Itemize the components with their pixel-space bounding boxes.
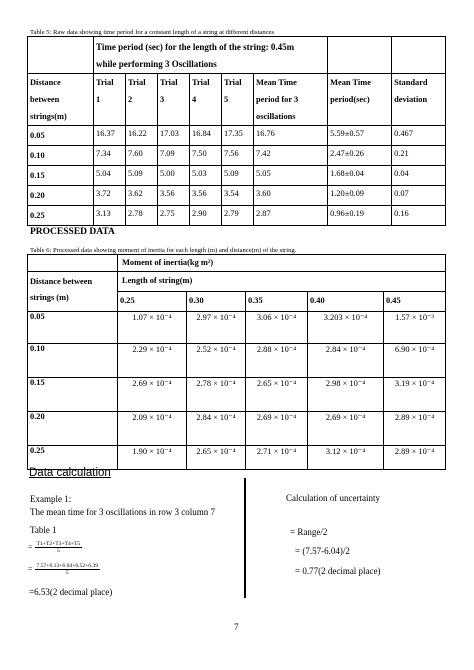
calc-heading: Data calculation [29,467,111,479]
table-row: 0.05 16.37 16.22 17.03 16.84 17.35 16.76 5.59±0.57 0.467 [28,126,446,146]
section-heading: PROCESSED DATA [30,227,115,237]
distance-header: Distance between strings (m) [28,272,118,312]
table-row: 0.05 1.07 × 10⁻⁴ 2.97 × 10⁻⁴ 3.06 × 10⁻⁴ 3.203 × 10⁻⁴ 1.57 × 10⁻³ [28,312,446,344]
uncertainty-title: Calculation of uncertainty [286,493,380,503]
raw-data-table [27,36,446,226]
mean-result: =6.53(2 decimal place) [29,587,113,597]
table-row: 0.10 2.29 × 10⁻⁴ 2.52 × 10⁻⁴ 2.88 × 10⁻⁴ 2.84 × 10⁻⁴ 6.90 × 10⁻⁴ [28,344,446,378]
uncertainty-step-1: = Range/2 [290,527,328,537]
table-row: 0.10 7.34 7.60 7.09 7.50 7.56 7.42 2.47±0.26 0.21 [28,146,446,166]
fraction-1: = $\frac{T1+T2+T3+T4+T5}{5}$ [28,541,81,554]
table-row: 0.20 3.72 3.62 3.56 3.56 3.54 3.60 1.20±0.09 0.07 [28,186,446,206]
table6-caption: Table 6: Processed data showing moment of inertia for each length (m) and distance(m) of the string. [30,247,297,254]
length-header: Length of string(m) [118,272,446,292]
mean-line: The mean time for 3 oscillations in row 3 column 7 [30,507,215,517]
table5-caption: Table 5: Raw data showing time period for a constant length of a string at different distances [30,29,275,36]
table-row: 0.25 3.13 2.78 2.75 2.90 2.79 2.87 0.96±0.19 0.16 [28,206,446,226]
table5-header-row: Distance between strings(m) Trial 1 Trial 2 Trial 3 Trial 4 Trial 5 Mean Time period for 3 oscillations Mean Time period(sec) Standard deviation [28,74,446,126]
example-label: Example 1: [30,494,72,504]
table-row: 0.20 2.09 × 10⁻⁴ 2.84 × 10⁻⁴ 2.69 × 10⁻⁴ 2.69 × 10⁻⁴ 2.89 × 10⁻⁴ [28,412,446,446]
table-ref: Table 1 [30,525,57,535]
lengths-row: 0.25 0.30 0.35 0.40 0.45 [28,292,446,312]
uncertainty-step-2: = (7.57-6.04)/2 [295,546,350,556]
moment-of-inertia-table [27,254,446,470]
moi-header: Moment of inertia(kg m²) [118,255,446,272]
page-number: 7 [234,622,239,632]
table-row: 0.25 1.90 × 10⁻⁴ 2.65 × 10⁻⁴ 2.71 × 10⁻⁴ 3.12 × 10⁻⁴ 2.89 × 10⁻⁴ [28,446,446,470]
table-row: 0.15 2.69 × 10⁻⁴ 2.78 × 10⁻⁴ 2.65 × 10⁻⁴ 2.98 × 10⁻⁴ 3.19 × 10⁻⁴ [28,378,446,412]
table5-title: Time period (sec) for the length of the string: 0.45m while performing 3 Oscillations [94,37,328,74]
table-row: 0.15 5.04 5.09 5.00 5.03 5.09 5.05 1.68±0.04 0.04 [28,166,446,186]
uncertainty-step-3: = 0.77(2 decimal place) [295,566,381,576]
divider [244,478,246,598]
fraction-2: = $\frac{7.57+6.13+6.04+6.52+6.39}{5}$ [28,563,99,576]
